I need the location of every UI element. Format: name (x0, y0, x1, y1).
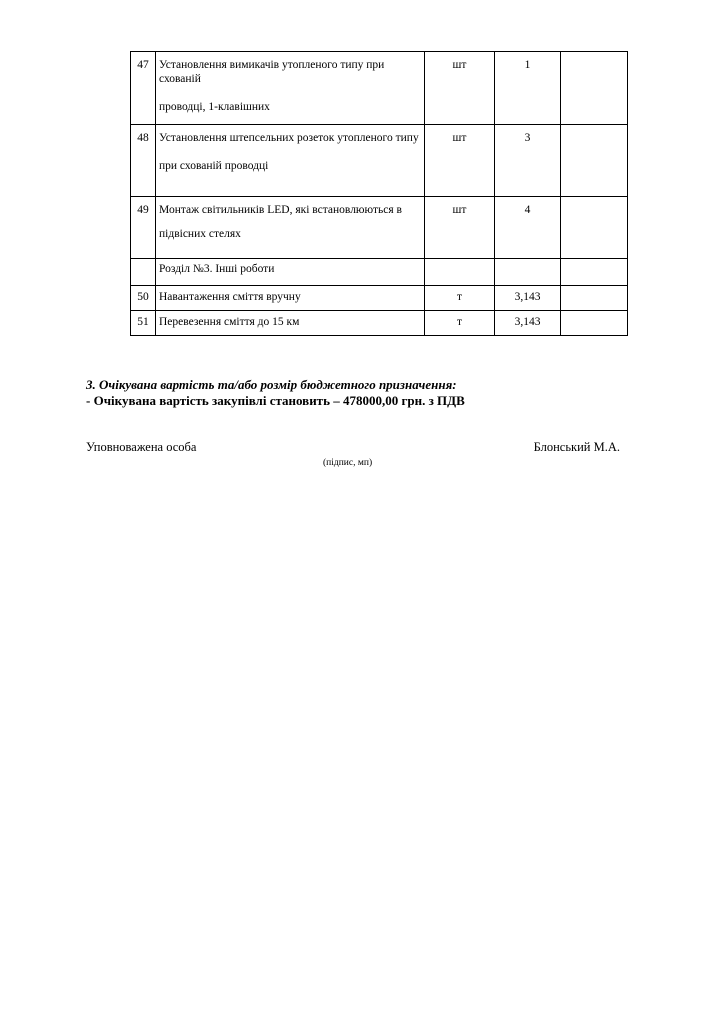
section-row (131, 259, 628, 286)
row-price (561, 197, 628, 259)
works-table-body (131, 52, 628, 336)
row-unit: шт (425, 125, 495, 197)
authorized-person-name: Блонський М.А. (533, 440, 620, 454)
row-unit: т (425, 311, 495, 336)
work-name-gap (159, 217, 420, 227)
work-name-line: Установлення штепсельних розеток утопленого типу (159, 132, 419, 144)
row-quantity: 3 (495, 125, 561, 197)
signature-note: (підпис, мп) (323, 458, 373, 468)
row-quantity: 4 (495, 197, 561, 259)
row-price (561, 286, 628, 311)
row-work-name: Навантаження сміття вручну (156, 286, 425, 311)
row-quantity: 1 (495, 52, 561, 125)
row-price (561, 311, 628, 336)
expected-cost-text: - Очікувана вартість закупівлі становить – 478000,00 грн. з ПДВ (86, 393, 465, 408)
row-quantity (495, 259, 561, 286)
row-unit: шт (425, 197, 495, 259)
work-name-line: підвісних стелях (159, 228, 241, 240)
work-name-line: Установлення вимикачів утопленого типу при схованій (159, 59, 385, 85)
row-price (561, 259, 628, 286)
section-title: Розділ №3. Інші роботи (156, 259, 425, 286)
works-table (130, 51, 628, 336)
work-name-gap (159, 86, 420, 100)
expected-cost-heading: 3. Очікувана вартість та/або розмір бюджетного призначення: (86, 377, 457, 392)
table-row (131, 125, 628, 197)
row-work-name (156, 52, 425, 125)
row-number: 50 (131, 286, 156, 311)
row-number: 49 (131, 197, 156, 259)
row-number: 47 (131, 52, 156, 125)
row-number: 48 (131, 125, 156, 197)
work-name-gap (159, 145, 420, 159)
row-unit: шт (425, 52, 495, 125)
table-row (131, 52, 628, 125)
row-price (561, 125, 628, 197)
row-number (131, 259, 156, 286)
work-name-line: проводці, 1-клавішних (159, 101, 270, 113)
authorized-person-label: Уповноважена особа (86, 440, 197, 454)
row-work-name (156, 197, 425, 259)
table-row (131, 286, 628, 311)
row-work-name (156, 125, 425, 197)
work-name-line: Монтаж світильників LED, які встановлюються в (159, 204, 402, 216)
row-price (561, 52, 628, 125)
row-quantity: 3,143 (495, 311, 561, 336)
work-name-line: при схованій проводці (159, 160, 269, 172)
row-work-name: Перевезення сміття до 15 км (156, 311, 425, 336)
table-row (131, 197, 628, 259)
row-number: 51 (131, 311, 156, 336)
table-row (131, 311, 628, 336)
row-unit: т (425, 286, 495, 311)
row-quantity: 3,143 (495, 286, 561, 311)
row-unit (425, 259, 495, 286)
